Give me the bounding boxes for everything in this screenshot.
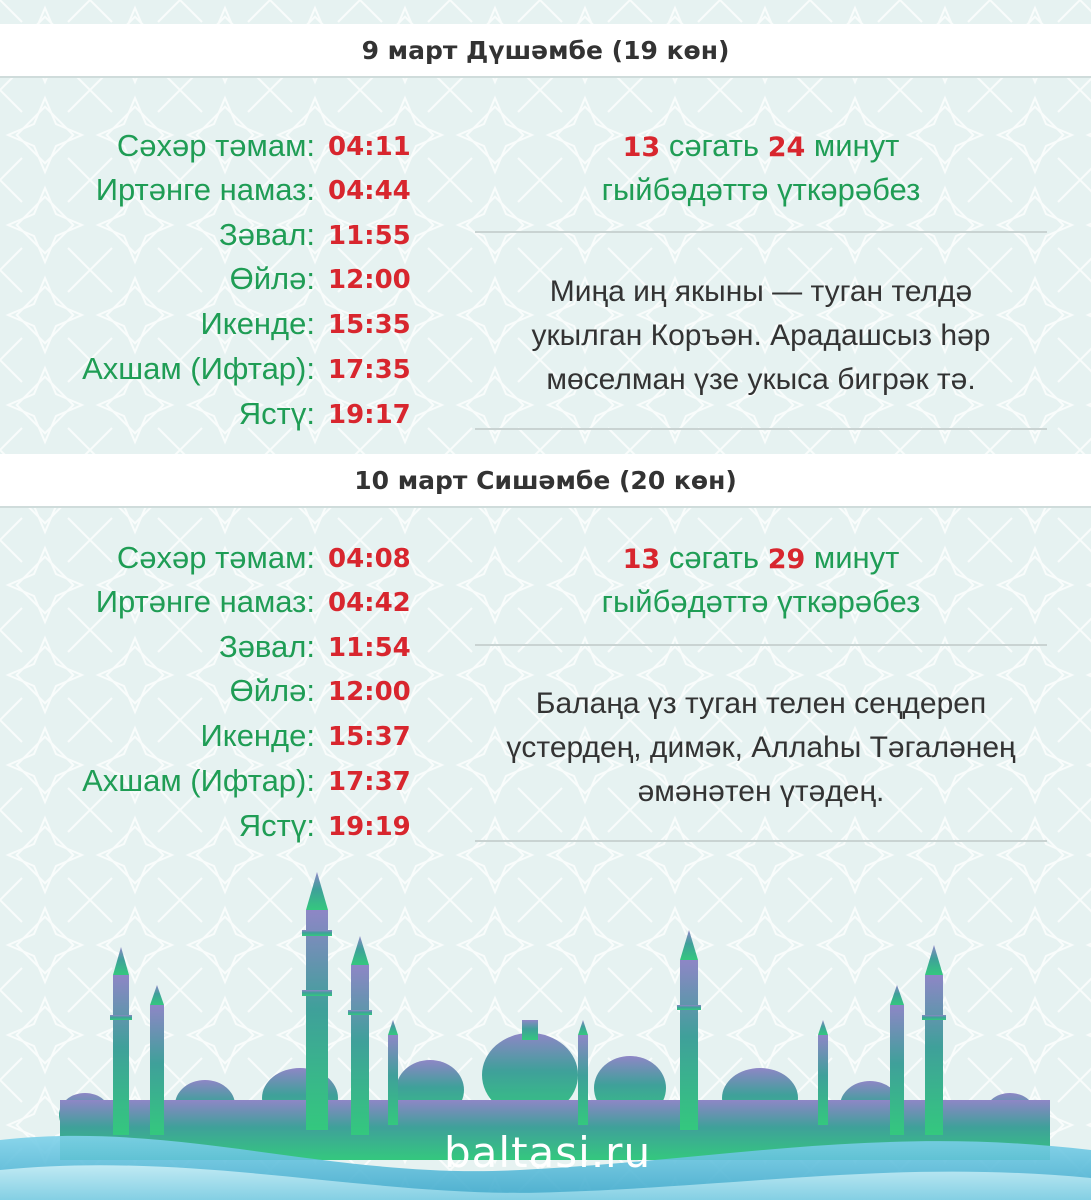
duration-minutes-word: минут xyxy=(813,540,900,575)
duration-line-2: гыйбәдәттә үткәрәбез xyxy=(601,584,921,619)
day-2-header: 10 март Сишәмбе (20 көн) xyxy=(0,454,1091,508)
time-row-dhuhr xyxy=(0,669,420,713)
time-value: 12:00 xyxy=(328,265,411,295)
time-value: 11:54 xyxy=(328,633,411,663)
time-row-fajr xyxy=(0,580,420,624)
time-label: Зәвал: xyxy=(218,217,315,252)
logo-main: baltasi xyxy=(444,1128,591,1177)
time-label: Өйлә: xyxy=(229,261,315,296)
time-label: Ахшам (Ифтар): xyxy=(82,351,315,386)
time-row-asr xyxy=(0,302,420,346)
time-label: Иртәнге намаз: xyxy=(95,584,315,619)
time-value: 19:19 xyxy=(328,812,411,842)
time-label: Иртәнге намаз: xyxy=(95,172,315,207)
duration-hours: 13 xyxy=(622,132,661,163)
time-label: Сәхәр тәмам: xyxy=(116,540,315,575)
time-label: Зәвал: xyxy=(218,629,315,664)
time-row-sahar xyxy=(0,124,420,168)
time-label: Икенде: xyxy=(200,306,315,341)
time-label: Өйлә: xyxy=(229,673,315,708)
day-2-fasting-duration xyxy=(475,537,1047,623)
time-value: 17:37 xyxy=(328,767,411,797)
duration-hours-word: сәгать xyxy=(668,540,760,575)
quote-line: Миңа иң якыны — туган телдә xyxy=(549,275,973,308)
quote-line: үстердең, димәк, Аллаһы Тәгаләнең xyxy=(506,731,1016,764)
time-value: 17:35 xyxy=(328,355,411,385)
time-label: Ястү: xyxy=(238,396,315,431)
divider xyxy=(475,428,1047,430)
time-value: 19:17 xyxy=(328,400,411,430)
divider xyxy=(475,840,1047,842)
duration-line xyxy=(475,537,1047,581)
site-logo xyxy=(444,1128,651,1177)
time-value: 04:42 xyxy=(328,588,411,618)
duration-hours: 13 xyxy=(622,544,661,575)
time-label: Ахшам (Ифтар): xyxy=(82,763,315,798)
quote-line: әмәнәтен үтәдең. xyxy=(637,775,885,808)
quote-line: укылган Коръән. Арадашсыз һәр xyxy=(531,319,991,352)
duration-minutes: 29 xyxy=(767,544,806,575)
day-1-quote xyxy=(475,270,1047,402)
duration-line-2: гыйбәдәттә үткәрәбез xyxy=(601,172,921,207)
quote-line: Балаңа үз туган телен сеңдереп xyxy=(535,687,987,720)
divider xyxy=(475,644,1047,646)
time-value: 04:44 xyxy=(328,176,411,206)
time-row-asr xyxy=(0,714,420,758)
duration-minutes: 24 xyxy=(767,132,806,163)
time-label: Сәхәр тәмам: xyxy=(116,128,315,163)
day-2-quote xyxy=(475,682,1047,814)
logo-suffix: .ru xyxy=(590,1128,652,1177)
quote-line: мөселман үзе укыса бигрәк тә. xyxy=(546,363,976,396)
time-value: 04:11 xyxy=(328,132,411,162)
time-row-sahar xyxy=(0,536,420,580)
time-row-dhuhr xyxy=(0,257,420,301)
divider xyxy=(475,231,1047,233)
time-row-zawal xyxy=(0,213,420,257)
time-value: 12:00 xyxy=(328,677,411,707)
time-row-isha xyxy=(0,804,420,848)
time-value: 11:55 xyxy=(328,221,411,251)
time-label: Ястү: xyxy=(238,808,315,843)
time-row-fajr xyxy=(0,168,420,212)
day-1-fasting-duration xyxy=(475,125,1047,211)
duration-line xyxy=(475,125,1047,169)
time-row-maghrib xyxy=(0,759,420,803)
time-row-isha xyxy=(0,392,420,436)
time-row-zawal xyxy=(0,625,420,669)
time-value: 04:08 xyxy=(328,544,411,574)
duration-hours-word: сәгать xyxy=(668,128,760,163)
day-1-header: 9 март Дүшәмбе (19 көн) xyxy=(0,24,1091,78)
time-label: Икенде: xyxy=(200,718,315,753)
time-row-maghrib xyxy=(0,347,420,391)
time-value: 15:35 xyxy=(328,310,411,340)
time-value: 15:37 xyxy=(328,722,411,752)
duration-minutes-word: минут xyxy=(813,128,900,163)
